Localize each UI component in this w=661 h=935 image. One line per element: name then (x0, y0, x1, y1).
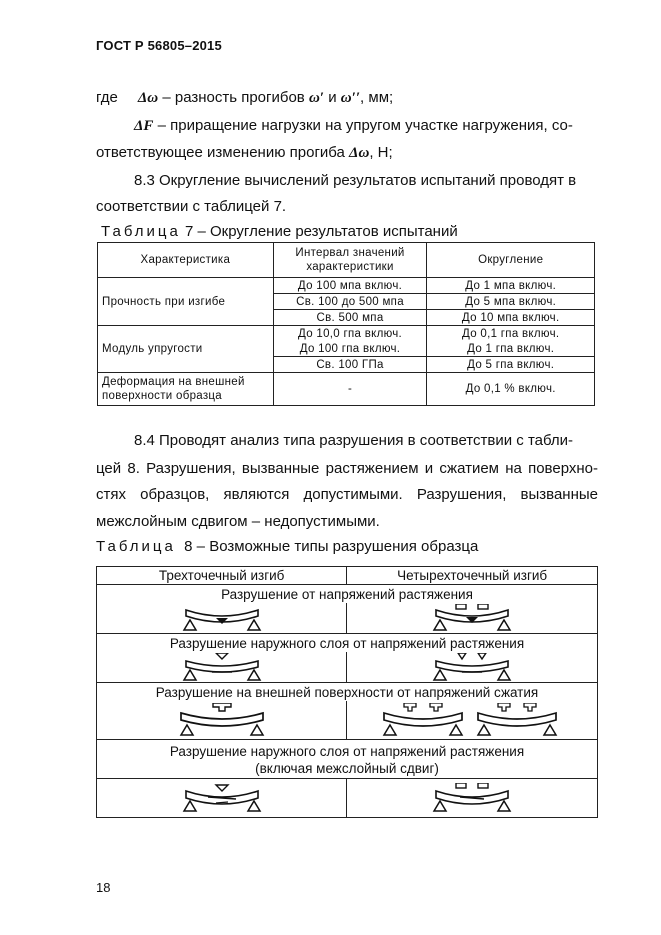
para-8-4-line-4: межслойным сдвигом – недопустимыми. (96, 513, 380, 530)
table8-section-label: Разрушение от напряжений растяжения (97, 585, 598, 604)
delta-omega-symbol: Δω (137, 90, 159, 106)
table7-header-interval: Интервал значений характеристики (273, 243, 427, 278)
para-8-3-line-2: соответствии с таблицей 7. (96, 198, 287, 215)
table8 (96, 566, 598, 818)
document-header: ГОСТ Р 56805–2015 (96, 38, 222, 53)
table-row (97, 603, 598, 634)
definition-line-2: ΔF – приращение нагрузки на упругом участке нагружения, со- (134, 117, 573, 134)
three-point-outer-layer-figure (97, 652, 347, 683)
table8-caption: Таблица 8 – Возможные типы разрушения образца (96, 538, 479, 555)
four-point-interlaminar-figure (347, 779, 598, 818)
four-point-compression-figure (347, 701, 598, 740)
table-row (98, 373, 595, 406)
table8-section-label: Разрушение наружного слоя от напряжений растяжения (97, 634, 598, 653)
definition-line-3: ответствующее изменению прогиба Δω, Н; (96, 144, 393, 161)
four-point-outer-layer-figure (347, 652, 598, 683)
table-row (97, 652, 598, 683)
where-word: где (96, 89, 118, 106)
table8-header-row (97, 567, 598, 585)
table7-rounding-cell: До 5 мпа включ. (427, 294, 595, 310)
table7-header-rounding: Округление (427, 243, 595, 278)
para-8-3-line-1: 8.3 Округление вычислений результатов испытаний проводят в (134, 172, 577, 189)
table-row (97, 701, 598, 740)
table7-interval-cell: - (273, 373, 427, 406)
table7-interval-cell: До 100 гпа включ. (273, 341, 427, 357)
table7-interval-cell: Св. 500 мпа (273, 310, 427, 326)
table7-header-row (98, 243, 595, 278)
table8-header-four-point: Четырехточечный изгиб (347, 567, 598, 585)
four-point-tension-figure (347, 603, 598, 634)
three-point-interlaminar-figure (97, 779, 347, 818)
table7 (97, 242, 595, 406)
table8-section-label: Разрушение наружного слоя от напряжений растяжения (включая межслойный сдвиг) (97, 740, 598, 779)
table-row (98, 326, 595, 342)
omega-double-prime-symbol: ω′′ (340, 90, 361, 106)
table-row (97, 683, 598, 702)
table7-characteristic-cell: Модуль упругости (98, 326, 274, 373)
table7-characteristic-cell: Прочность при изгибе (98, 278, 274, 326)
table7-rounding-cell: До 0,1 % включ. (427, 373, 595, 406)
table-row (97, 585, 598, 604)
table7-interval-cell: До 100 мпа включ. (273, 278, 427, 294)
definition-line-1: где Δω – разность прогибов ω′ и ω′′, мм; (96, 89, 394, 106)
table7-rounding-cell: До 0,1 гпа включ. (427, 326, 595, 342)
table8-section-label: Разрушение на внешней поверхности от напряжений сжатия (97, 683, 598, 702)
table7-characteristic-cell: Деформация на внешней поверхности образца (98, 373, 274, 406)
three-point-tension-figure (97, 603, 347, 634)
table7-rounding-cell: До 10 мпа включ. (427, 310, 595, 326)
three-point-compression-figure (97, 701, 347, 740)
delta-omega-symbol: Δω (349, 145, 370, 161)
page-number: 18 (96, 880, 111, 895)
table7-caption: Таблица 7 – Округление результатов испытаний (101, 223, 458, 240)
para-8-4-line-3: стях образцов, являются допустимыми. Разрушения, вызванные (96, 486, 598, 503)
table-row (97, 779, 598, 818)
para-8-4-line-1: 8.4 Проводят анализ типа разрушения в соответствии с табли- (134, 432, 574, 449)
table7-rounding-cell: До 1 гпа включ. (427, 341, 595, 357)
delta-f-symbol: ΔF (134, 118, 154, 134)
table-row (97, 740, 598, 779)
para-8-4-line-2: цей 8. Разрушения, вызванные растяжением и сжатием на поверхно- (96, 460, 598, 477)
table-row (98, 278, 595, 294)
table7-interval-cell: Св. 100 ГПа (273, 357, 427, 373)
table7-rounding-cell: До 1 мпа включ. (427, 278, 595, 294)
table-row (97, 634, 598, 653)
table7-rounding-cell: До 5 гпа включ. (427, 357, 595, 373)
table7-interval-cell: Св. 100 до 500 мпа (273, 294, 427, 310)
table8-header-three-point: Трехточечный изгиб (97, 567, 347, 585)
table7-interval-cell: До 10,0 гпа включ. (273, 326, 427, 342)
omega-prime-symbol: ω′ (308, 90, 325, 106)
table7-header-characteristic: Характеристика (98, 243, 274, 278)
